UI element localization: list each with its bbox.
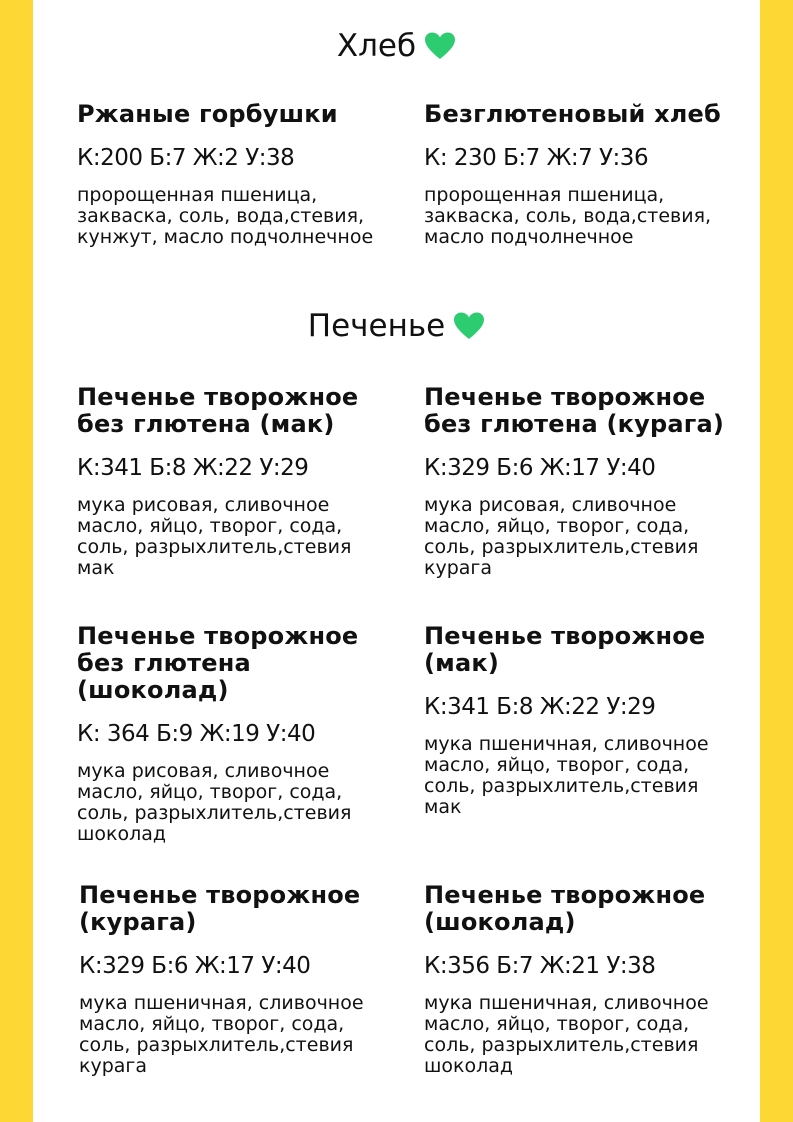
product-nutrition: К:329 Б:6 Ж:17 У:40 — [424, 455, 656, 481]
product-title: Безглютеновый хлеб — [424, 100, 721, 128]
product-title: Печенье творожное без глютена (шоколад) — [77, 622, 359, 704]
product-nutrition: К: 230 Б:7 Ж:7 У:36 — [424, 145, 649, 171]
product-nutrition: К: 364 Б:9 Ж:19 У:40 — [77, 721, 316, 747]
product-title: Печенье творожное (курага) — [79, 881, 361, 936]
product-ingredients: мука пшеничная, сливочное масло, яйцо, творог, сода, соль, разрыхлитель,стевия шоколад — [424, 992, 709, 1077]
product-title: Печенье творожное без глютена (курага) — [424, 383, 725, 438]
product-card — [424, 623, 744, 818]
product-ingredients: пророщенная пшеница, закваска, соль, вода,стевия, кунжут, масло подчолнечное — [77, 184, 374, 248]
product-ingredients: пророщенная пшеница, закваска, соль, вода,стевия, масло подчолнечное — [424, 184, 712, 248]
product-card — [77, 101, 397, 248]
section-title-bread — [0, 26, 793, 66]
product-ingredients: мука рисовая, сливочное масло, яйцо, творог, сода, соль, разрыхлитель,стевия шоколад — [77, 760, 352, 845]
product-ingredients: мука пшеничная, сливочное масло, яйцо, творог, сода, соль, разрыхлитель,стевия мак — [424, 733, 709, 818]
product-ingredients: мука рисовая, сливочное масло, яйцо, творог, сода, соль, разрыхлитель,стевия курага — [424, 494, 699, 579]
right-yellow-stripe — [760, 0, 793, 1122]
section-title-cookies — [0, 306, 793, 346]
product-card — [77, 384, 397, 579]
product-nutrition: К:356 Б:7 Ж:21 У:38 — [424, 953, 656, 979]
section-title-text: Печенье — [307, 308, 446, 344]
product-nutrition: К:200 Б:7 Ж:2 У:38 — [77, 145, 295, 171]
left-yellow-stripe — [0, 0, 33, 1122]
product-title: Печенье творожное (мак) — [424, 622, 706, 677]
product-card — [424, 101, 744, 248]
product-nutrition: К:341 Б:8 Ж:22 У:29 — [424, 694, 656, 720]
product-ingredients: мука пшеничная, сливочное масло, яйцо, творог, сода, соль, разрыхлитель,стевия курага — [79, 992, 364, 1077]
green-heart-icon — [453, 311, 485, 341]
product-card — [79, 882, 399, 1077]
product-title: Ржаные горбушки — [77, 100, 338, 128]
product-nutrition: К:341 Б:8 Ж:22 У:29 — [77, 455, 309, 481]
product-title: Печенье творожное (шоколад) — [424, 881, 706, 936]
product-card — [77, 623, 397, 845]
green-heart-icon — [424, 31, 456, 61]
product-ingredients: мука рисовая, сливочное масло, яйцо, творог, сода, соль, разрыхлитель,стевия мак — [77, 494, 352, 579]
product-card — [424, 384, 744, 579]
product-title: Печенье творожное без глютена (мак) — [77, 383, 359, 438]
section-title-text: Хлеб — [336, 28, 417, 64]
product-nutrition: К:329 Б:6 Ж:17 У:40 — [79, 953, 311, 979]
product-card — [424, 882, 744, 1077]
